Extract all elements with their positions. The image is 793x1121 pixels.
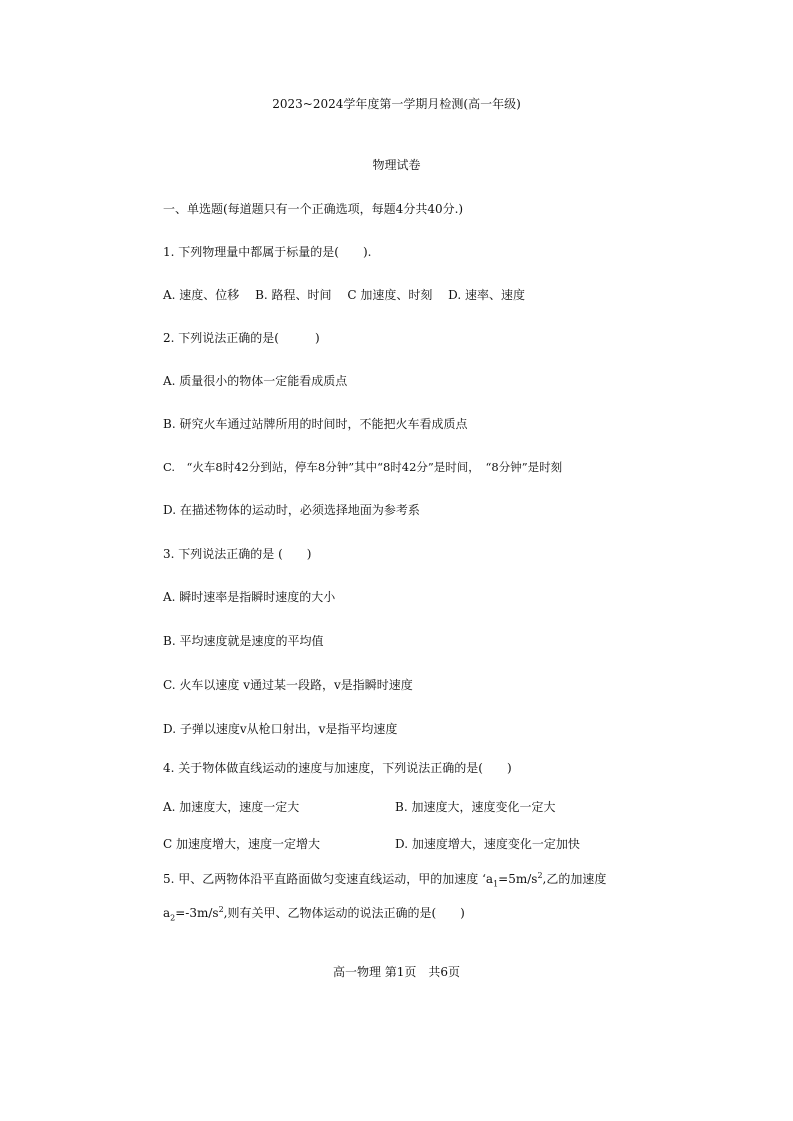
question-1-options: A. 速度、位移 B. 路程、时间 C 加速度、时刻 D. 速率、速度 bbox=[163, 288, 526, 302]
question-4-option-a: A. 加速度大，速度一定大 bbox=[163, 800, 300, 814]
section-header: 一、单选题(每道题只有一个正确选项，每题4分共40分.) bbox=[163, 202, 464, 216]
question-3-option-a: A. 瞬时速率是指瞬时速度的大小 bbox=[163, 590, 336, 604]
question-4-option-b: B. 加速度大，速度变化一定大 bbox=[395, 800, 556, 814]
q5-a2-subscript: 2 bbox=[170, 913, 176, 923]
question-5-stem-line-2 bbox=[163, 905, 465, 921]
question-2-stem: 2. 下列说法正确的是( ) bbox=[163, 331, 320, 345]
question-4-option-d: D. 加速度增大，速度变化一定加快 bbox=[395, 837, 580, 851]
q5-line1-text: 5. 甲、乙两物体沿平直路面做匀变速直线运动，甲的加速度 ‘a bbox=[163, 872, 494, 886]
question-2-option-d: D. 在描述物体的运动时，必须选择地面为参考系 bbox=[163, 503, 420, 517]
question-3-option-b: B. 平均速度就是速度的平均值 bbox=[163, 634, 324, 648]
question-3-option-d: D. 子弹以速度v从枪口射出，v是指平均速度 bbox=[163, 722, 398, 736]
page-footer: 高一物理 第1页 共6页 bbox=[332, 965, 461, 979]
question-2-option-b: B. 研究火车通过站牌所用的时间时，不能把火车看成质点 bbox=[163, 417, 468, 431]
question-5-stem-line-1 bbox=[163, 871, 606, 887]
exam-title: 2023~2024学年度第一学期月检测(高一年级) bbox=[272, 97, 521, 111]
question-3-option-c: C. 火车以速度 v通过某一段路，v是指瞬时速度 bbox=[163, 678, 413, 692]
q5-a1-subscript: 1 bbox=[493, 879, 499, 889]
q5-line2-tail: ,则有关甲、乙物体运动的说法正确的是( ) bbox=[223, 906, 465, 920]
q5-a1-value: =5m/s bbox=[498, 872, 538, 886]
q5-a2-value: =-3m/s bbox=[175, 906, 219, 920]
subject-title: 物理试卷 bbox=[372, 158, 421, 172]
q5-a1-exponent: 2 bbox=[537, 871, 543, 880]
question-3-stem: 3. 下列说法正确的是 ( ) bbox=[163, 547, 312, 561]
q5-line1-tail: ,乙的加速度 bbox=[542, 872, 607, 886]
question-4-option-c: C 加速度增大，速度一定增大 bbox=[163, 837, 320, 851]
question-2-option-c: C. “火车8时42分到站，停车8分钟”其中“8时42分”是时间， “8分钟”是时刻 bbox=[163, 460, 563, 474]
question-4-stem: 4. 关于物体做直线运动的速度与加速度，下列说法正确的是( ) bbox=[163, 761, 512, 775]
q5-a2-exponent: 2 bbox=[218, 905, 224, 914]
q5-a2-symbol: a bbox=[163, 906, 171, 920]
question-2-option-a: A. 质量很小的物体一定能看成质点 bbox=[163, 374, 348, 388]
question-1-stem: 1. 下列物理量中都属于标量的是( ). bbox=[163, 245, 372, 259]
